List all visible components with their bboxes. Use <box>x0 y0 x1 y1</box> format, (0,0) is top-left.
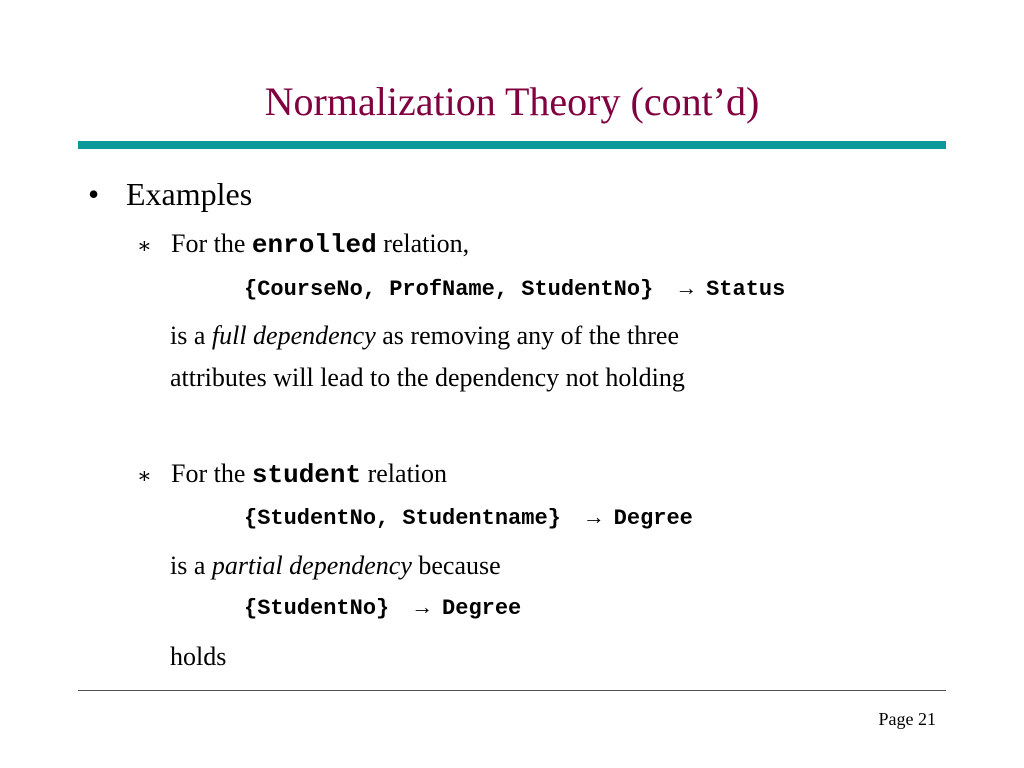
desc-line-2: attributes will lead to the dependency not holding <box>170 363 685 392</box>
fd-lhs: {StudentNo, Studentname} <box>244 506 561 531</box>
functional-dependency-3 <box>244 595 521 623</box>
term-partial-dependency: partial dependency <box>211 551 412 580</box>
fd-rhs: Degree <box>442 596 522 621</box>
desc-pre: is a <box>170 551 212 580</box>
text-prefix: For the <box>171 229 252 258</box>
bullet-dot-icon: • <box>88 176 100 212</box>
bullet-text: Examples <box>126 176 253 212</box>
fd-lhs: {StudentNo} <box>244 596 390 621</box>
sub-bullet-text <box>171 458 447 491</box>
functional-dependency-2 <box>244 505 693 533</box>
page-number: Page 21 <box>878 709 936 729</box>
arrow-icon: → <box>415 596 429 621</box>
description-full-dependency <box>170 315 685 399</box>
fd-lhs: {CourseNo, ProfName, StudentNo} <box>244 277 654 302</box>
desc-post: as removing any of the three <box>375 321 679 350</box>
functional-dependency-1 <box>244 276 785 304</box>
fd-rhs: Degree <box>613 506 693 531</box>
term-full-dependency: full dependency <box>211 321 376 350</box>
sub-bullet-text <box>171 228 469 261</box>
asterisk-bullet-icon: ∗ <box>137 233 152 258</box>
footer-divider <box>78 690 946 691</box>
relation-name: enrolled <box>251 230 377 260</box>
text-suffix: relation <box>361 459 448 488</box>
title-divider <box>78 141 946 149</box>
description-holds: holds <box>170 642 227 671</box>
description-partial-dependency <box>170 545 501 587</box>
slide-title: Normalization Theory (cont’d) <box>264 79 760 124</box>
asterisk-bullet-icon: ∗ <box>137 463 152 488</box>
relation-name: student <box>251 460 362 490</box>
text-suffix: relation, <box>376 229 470 258</box>
fd-rhs: Status <box>706 277 786 302</box>
desc-post: because <box>411 551 501 580</box>
arrow-icon: → <box>679 277 693 302</box>
text-prefix: For the <box>171 459 252 488</box>
desc-pre: is a <box>170 321 212 350</box>
arrow-icon: → <box>587 506 601 531</box>
